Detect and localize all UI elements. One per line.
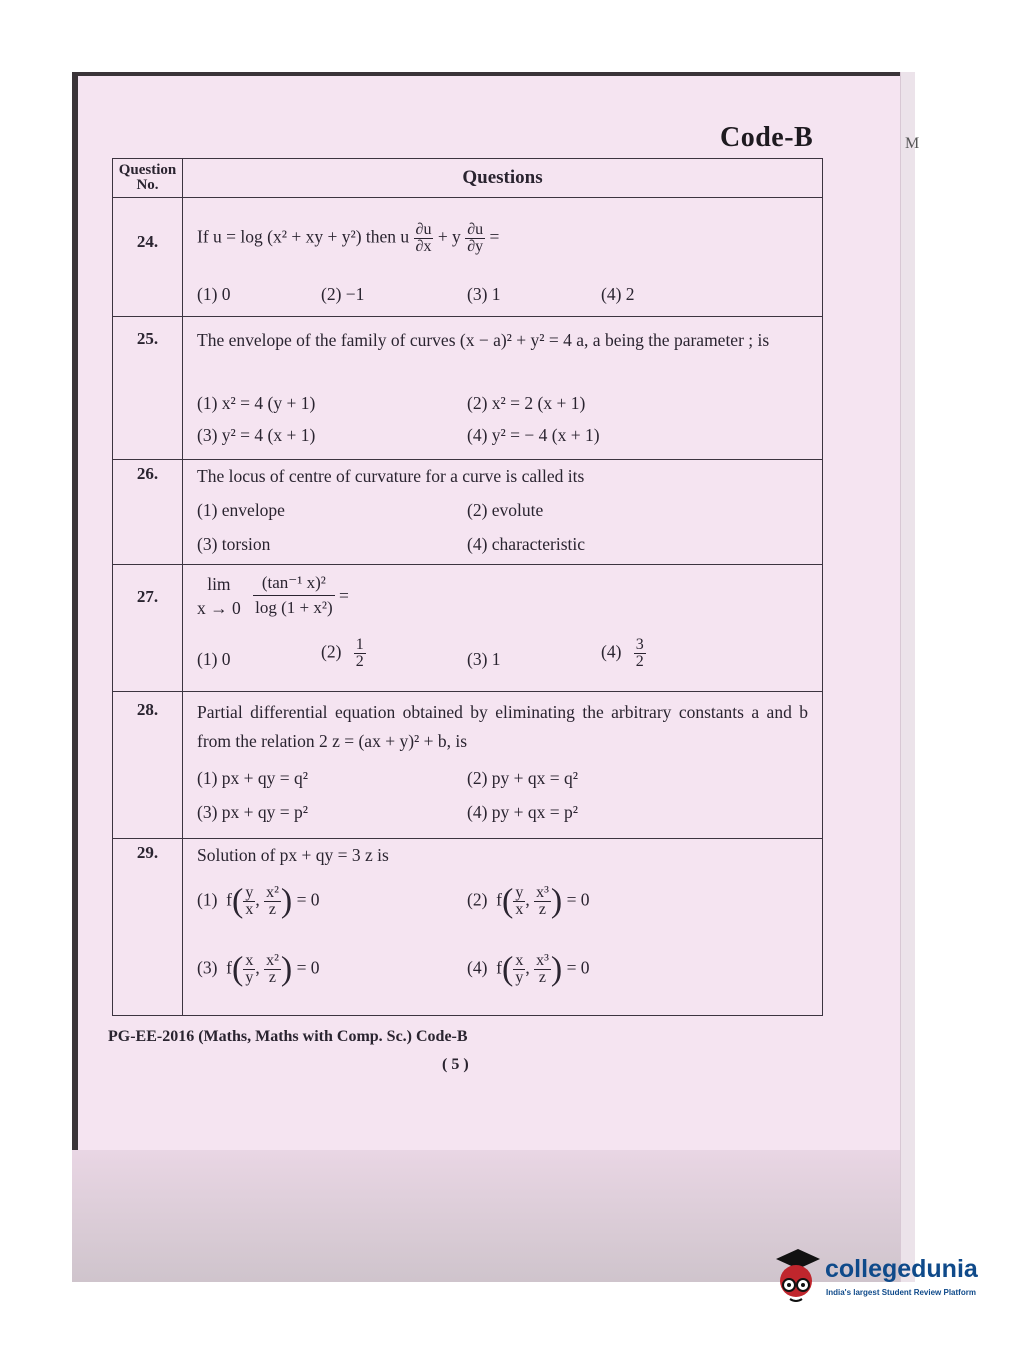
questions-table	[112, 158, 823, 1016]
question-row	[113, 198, 823, 317]
header-question-no: Question No.	[113, 159, 183, 198]
option: (4) py + qx = p²	[467, 802, 579, 822]
option: (3) y² = 4 (x + 1)	[197, 425, 316, 445]
option: (3) 1	[467, 284, 501, 304]
question-number: 27.	[136, 587, 159, 606]
collegedunia-logo[interactable]	[770, 1245, 1000, 1315]
fraction: $\frac{\partial u}{\partial x}$	[415, 221, 432, 255]
option: (2) evolute	[467, 500, 544, 520]
header-questions: Questions	[183, 159, 823, 198]
option: (4) characteristic	[467, 534, 586, 554]
table-header	[113, 159, 823, 198]
logo-name: collegedunia	[825, 1255, 978, 1283]
fraction: $\frac{3}{2}$	[635, 636, 644, 670]
fraction: $\frac{\text{(tan⁻¹ x)²}}{\text{log (1 + x²)}}$	[255, 573, 333, 617]
page-edge	[900, 72, 915, 1282]
option: (1) 0	[197, 649, 231, 669]
option: (4) $\frac{3}{2}$	[601, 636, 644, 670]
option: (3) torsion	[197, 534, 271, 554]
edge-mark: M	[905, 135, 920, 152]
question-number: 25.	[136, 329, 159, 348]
mascot-icon	[770, 1245, 822, 1309]
option: (4) f( $\frac{x}{y}$ , $\frac{\text{x³}}{z}$ ) = 0	[467, 950, 590, 988]
option: (2) f( $\frac{y}{x}$ , $\frac{\text{x³}}{z}$ ) = 0	[467, 882, 590, 920]
option: (2) py + qx = q²	[467, 768, 579, 788]
page-number: ( 5 )	[442, 1056, 469, 1073]
option: (1) x² = 4 (y + 1)	[197, 393, 316, 413]
question-row	[113, 839, 823, 1016]
question-number: 24.	[136, 232, 159, 251]
question-row	[113, 460, 823, 565]
option: (3) px + qy = p²	[197, 802, 309, 822]
option: (1) px + qy = q²	[197, 768, 309, 788]
question-number: 28.	[136, 700, 159, 719]
option: (4) 2	[601, 284, 635, 304]
question-number: 26.	[136, 464, 159, 483]
option: (3) 1	[467, 649, 501, 669]
question-text: Partial differential equation obtained by eliminating the arbitrary constants a and b from the relation 2 z = (ax + y)² + b, is	[197, 702, 808, 751]
question-text: If u = log (x² + xy + y²) then u $\frac{\partial u}{\partial x}$ + y $\frac{\partial u}{\partial y}$ =	[197, 221, 500, 255]
option: (4) y² = − 4 (x + 1)	[467, 425, 600, 445]
option: (2) $\frac{1}{2}$	[321, 636, 364, 670]
limit-expression: lim x → 0 $\frac{\text{(tan⁻¹ x)²}}{\text{log (1 + x²)}}$ =	[197, 571, 349, 620]
question-text: Solution of px + qy = 3 z is	[197, 845, 389, 865]
option: (3) f( $\frac{x}{y}$ , $\frac{\text{x²}}{z}$ ) = 0	[197, 950, 320, 988]
footer-title: PG-EE-2016 (Maths, Maths with Comp. Sc.) Code-B	[108, 1028, 468, 1045]
paper-code: Code-B	[720, 122, 814, 153]
option: (1) f( $\frac{y}{x}$ , $\frac{\text{x²}}{z}$ ) = 0	[197, 882, 320, 920]
question-row	[113, 317, 823, 460]
option: (2) −1	[321, 284, 365, 304]
question-row	[113, 565, 823, 692]
question-text: The locus of centre of curvature for a curve is called its	[197, 466, 585, 486]
question-row	[113, 692, 823, 839]
option: (2) x² = 2 (x + 1)	[467, 393, 586, 413]
question-number: 29.	[136, 843, 159, 862]
option: (1) 0	[197, 284, 231, 304]
logo-tagline: India's largest Student Review Platform	[826, 1288, 976, 1297]
fraction: $\frac{\partial u}{\partial y}$	[467, 221, 484, 255]
fraction: $\frac{1}{2}$	[355, 636, 364, 670]
question-text: The envelope of the family of curves (x − a)² + y² = 4 a, a being the parameter ; is	[197, 330, 770, 350]
option: (1) envelope	[197, 500, 285, 520]
